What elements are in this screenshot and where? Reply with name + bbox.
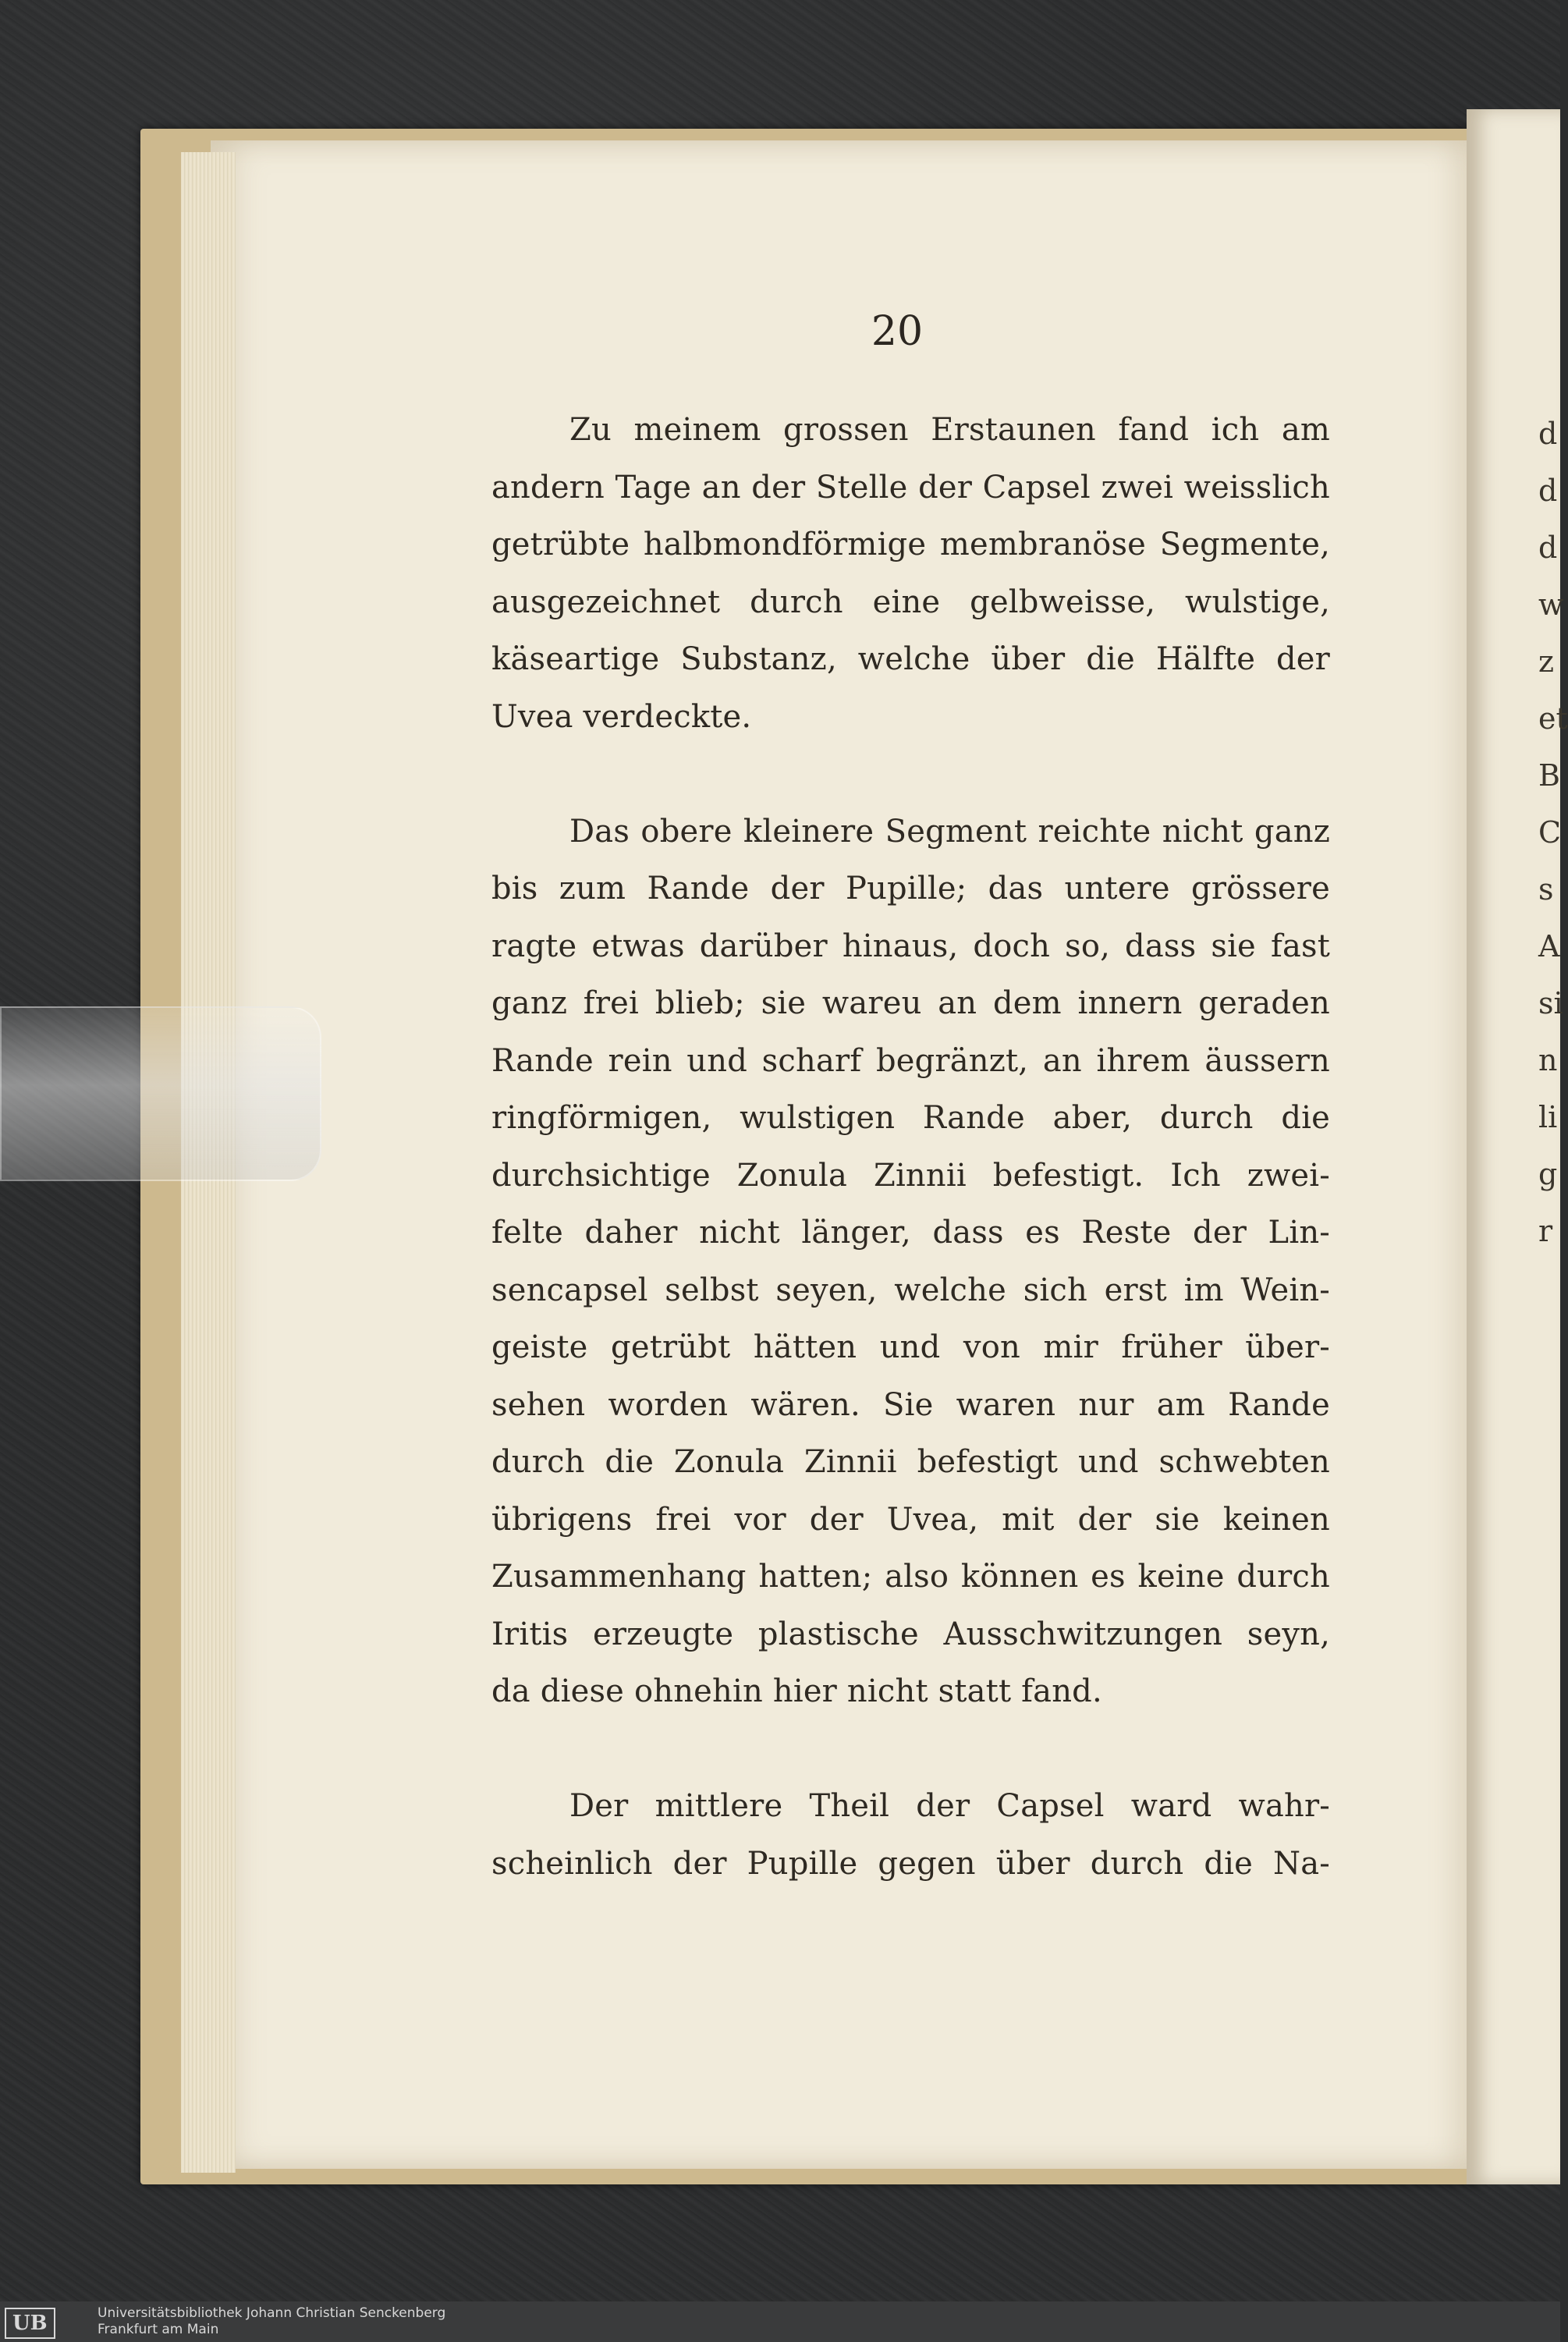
text-line: getrübte halbmondförmige membranöse Segmente, <box>491 527 1330 562</box>
facing-page-letter: A <box>1538 929 1560 963</box>
library-logo: UB <box>5 2308 55 2339</box>
facing-page-letter: z <box>1538 644 1555 679</box>
facing-page-letter: s <box>1538 872 1554 907</box>
text-line: durchsichtige Zonula Zinnii befestigt. Ich zwei- <box>491 1157 1330 1194</box>
page-number: 20 <box>871 308 924 355</box>
text-line: Zu meinem grossen Erstaunen fand ich am <box>569 412 1330 448</box>
text-line: ausgezeichnet durch eine gelbweisse, wulstige, <box>491 584 1330 620</box>
facing-page-letter: et <box>1538 701 1568 736</box>
facing-page-letter: w <box>1538 587 1564 622</box>
text-line: felte daher nicht länger, dass es Reste der Lin- <box>491 1215 1330 1251</box>
text-line: ganz frei blieb; sie wareu an dem innern geraden <box>491 985 1330 1021</box>
text-block <box>491 402 1330 1893</box>
facing-page-letter: n <box>1538 1043 1558 1077</box>
text-line: Iritis erzeugte plastische Ausschwitzungen seyn, <box>491 1616 1330 1652</box>
facing-page-letter: si <box>1538 986 1563 1020</box>
facing-page-letter: g <box>1538 1157 1558 1191</box>
text-line: sehen worden wären. Sie waren nur am Rande <box>491 1386 1330 1423</box>
paragraph-gap <box>491 1721 1330 1779</box>
facing-page-letter: r <box>1538 1214 1553 1248</box>
text-line: Zusammenhang hatten; also können es keine durch <box>491 1559 1330 1595</box>
text-line: übrigens frei vor der Uvea, mit der sie keinen <box>491 1501 1330 1538</box>
text-line: da diese ohnehin hier nicht statt fand. <box>491 1673 1102 1709</box>
facing-page-letter: d <box>1538 474 1558 508</box>
facing-page-letter: C <box>1538 815 1562 850</box>
library-location: Frankfurt am Main <box>98 2322 219 2337</box>
text-line: andern Tage an der Stelle der Capsel zwei weisslich <box>491 469 1330 506</box>
library-name: Universitätsbibliothek Johann Christian Senckenberg <box>98 2305 446 2321</box>
text-line: sencapsel selbst seyen, welche sich erst im Wein- <box>491 1272 1330 1308</box>
text-line: käseartige Substanz, welche über die Hälfte der <box>491 641 1330 677</box>
text-line: Das obere kleinere Segment reichte nicht ganz <box>569 813 1330 850</box>
text-line: ragte etwas darüber hinaus, doch so, dass sie fast <box>491 928 1330 964</box>
footer-bar <box>0 2301 1560 2342</box>
facing-page-letter: B <box>1538 758 1560 793</box>
text-line: ringförmigen, wulstigen Rande aber, durch die <box>491 1100 1330 1136</box>
facing-page-letter: li <box>1538 1100 1558 1134</box>
text-line: bis zum Rande der Pupille; das untere grössere <box>491 871 1330 907</box>
facing-page-letter: d <box>1538 530 1558 565</box>
facing-page-letters <box>1538 406 1568 1260</box>
text-line: Der mittlere Theil der Capsel ward wahr- <box>569 1788 1330 1824</box>
plastic-page-holder <box>0 1006 321 1181</box>
text-line: geiste getrübt hätten und von mir früher über- <box>491 1329 1330 1365</box>
text-line: durch die Zonula Zinnii befestigt und schwebten <box>491 1444 1330 1480</box>
text-line: Uvea verdeckte. <box>491 698 752 735</box>
text-line: Rande rein und scharf begränzt, an ihrem äussern <box>491 1042 1330 1079</box>
facing-page-letter: d <box>1538 417 1558 451</box>
text-line: scheinlich der Pupille gegen über durch die Na- <box>491 1845 1330 1882</box>
paragraph-gap <box>491 746 1330 804</box>
